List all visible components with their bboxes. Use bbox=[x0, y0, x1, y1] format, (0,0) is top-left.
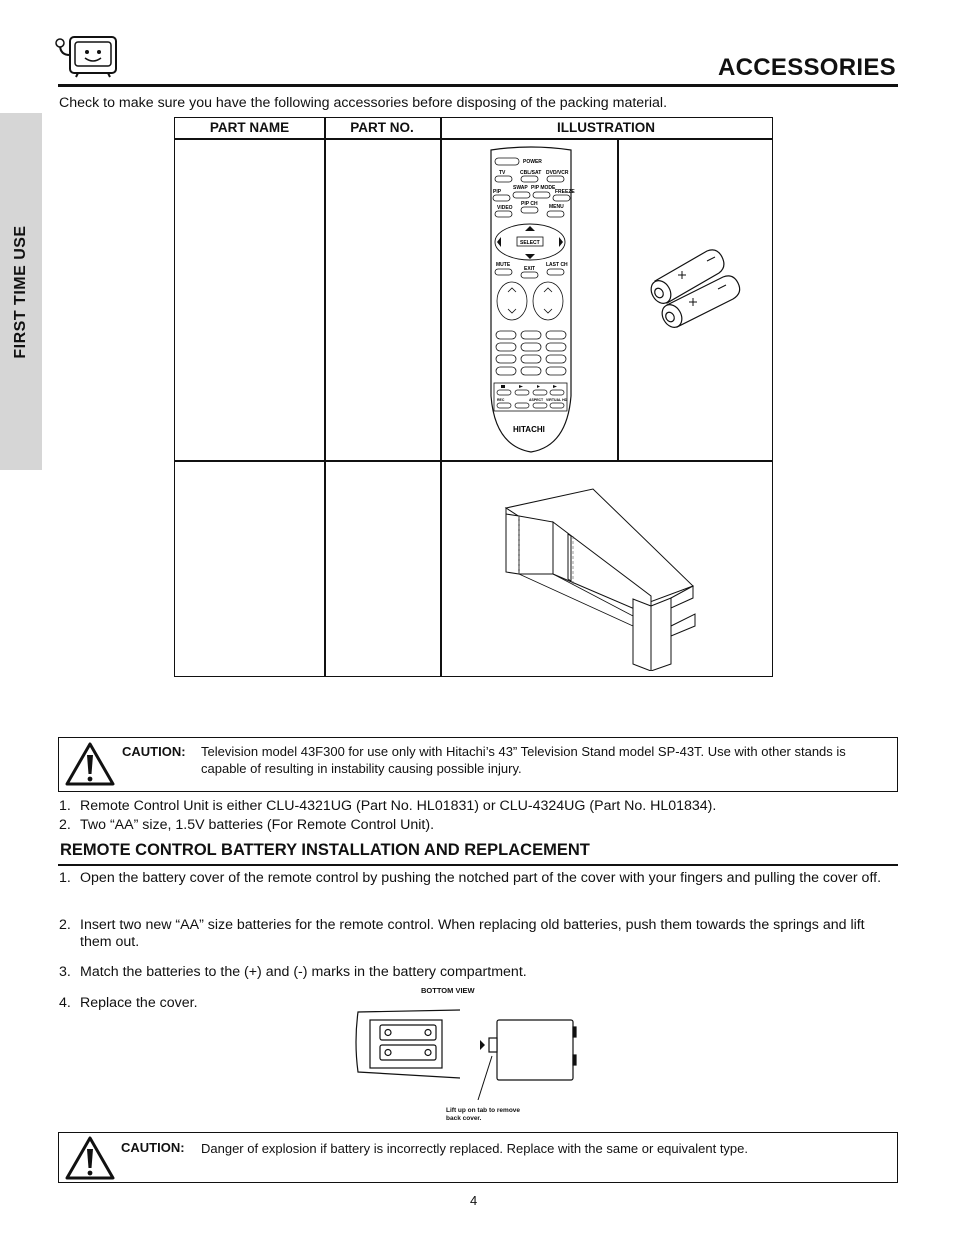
table-col-divider bbox=[324, 118, 326, 676]
battery-compartment-diagram bbox=[350, 1000, 582, 1100]
remote-label: PIP MODE bbox=[531, 185, 556, 191]
batteries-illustration bbox=[645, 243, 750, 328]
side-tab-label: FIRST TIME USE bbox=[12, 224, 29, 359]
remote-label: TV bbox=[499, 170, 506, 176]
remote-label: PIP CH bbox=[521, 201, 538, 207]
remote-label: FREEZE bbox=[555, 189, 575, 195]
remote-label: MUTE bbox=[496, 262, 511, 268]
remote-label: POWER bbox=[523, 159, 542, 165]
table-illus-divider bbox=[617, 138, 619, 460]
remote-label: ASPECT bbox=[529, 398, 544, 402]
note-item: 1. bbox=[59, 798, 71, 814]
intro-text: Check to make sure you have the following accessories before disposing of the packing material. bbox=[59, 95, 668, 111]
warning-triangle-icon bbox=[65, 742, 115, 786]
step-text: Open the battery cover of the remote control by pushing the notched part of the cover with your fingers and pulling the cover off. bbox=[80, 870, 882, 886]
section-rule bbox=[58, 864, 898, 866]
header-rule bbox=[58, 84, 898, 87]
caution-label: CAUTION: bbox=[122, 744, 186, 759]
tv-mascot-logo bbox=[54, 33, 120, 78]
remote-control-illustration bbox=[483, 146, 579, 456]
remote-label: VIDEO bbox=[497, 205, 513, 211]
page-title: ACCESSORIES bbox=[717, 54, 896, 81]
remote-label: EXIT bbox=[524, 266, 536, 272]
table-row-divider bbox=[175, 460, 772, 462]
table-col-divider bbox=[440, 118, 442, 676]
remote-label: REC bbox=[497, 398, 505, 402]
remote-label: SWAP bbox=[513, 185, 528, 191]
accessories-table bbox=[174, 117, 773, 677]
caution-text: Danger of explosion if battery is incorrectly replaced. Replace with the same or equivalent type. bbox=[201, 1141, 749, 1156]
warning-triangle-icon bbox=[65, 1136, 115, 1180]
step-text: Replace the cover. bbox=[80, 995, 198, 1011]
remote-label: VIRTUAL HD bbox=[546, 398, 568, 402]
col-header-part-no: PART NO. bbox=[350, 120, 414, 135]
remote-label: MENU bbox=[549, 204, 564, 210]
note-text: Remote Control Unit is either CLU-4321UG (Part No. HL01831) or CLU-4324UG (Part No. HL01834). bbox=[80, 798, 717, 814]
col-header-part-name: PART NAME bbox=[209, 120, 290, 135]
caution-box-battery bbox=[58, 1132, 898, 1183]
caution-box-stand bbox=[58, 737, 898, 792]
col-header-illustration: ILLUSTRATION bbox=[557, 120, 655, 135]
remote-brand: HITACHI bbox=[513, 425, 545, 434]
remote-label: LAST CH bbox=[546, 262, 568, 268]
diagram-title: BOTTOM VIEW bbox=[421, 986, 475, 995]
tv-stand-illustration bbox=[503, 486, 703, 671]
page-number: 4 bbox=[470, 1193, 478, 1208]
caution-label: CAUTION: bbox=[121, 1140, 185, 1155]
table-header-rule bbox=[175, 138, 772, 140]
remote-label: CBL/SAT bbox=[520, 170, 542, 176]
side-tab bbox=[0, 113, 42, 470]
note-item: 2. bbox=[59, 817, 71, 833]
caution-text: Television model 43F300 for use only with Hitachi’s 43” Television Stand model SP-43T. Use with other stands is capable of resulting in instability causing possible injury. bbox=[201, 744, 846, 776]
step-number: 1. bbox=[59, 870, 71, 886]
step-number: 3. bbox=[59, 964, 71, 980]
note-text: Two “AA” size, 1.5V batteries (For Remote Control Unit). bbox=[80, 817, 435, 833]
remote-label: PIP bbox=[493, 189, 502, 195]
remote-label: DVD/VCR bbox=[546, 170, 569, 176]
step-number: 4. bbox=[59, 995, 71, 1011]
diagram-callout: Lift up on tab to remove back cover. bbox=[446, 1107, 521, 1122]
remote-label: SELECT bbox=[520, 240, 540, 246]
section-heading: REMOTE CONTROL BATTERY INSTALLATION AND REPLACEMENT bbox=[60, 841, 590, 859]
step-text: Match the batteries to the (+) and (-) marks in the battery compartment. bbox=[80, 964, 527, 980]
step-number: 2. bbox=[59, 917, 71, 933]
step-text: Insert two new “AA” size batteries for the remote control. When replacing old batteries, push them towards the springs and lift them out. bbox=[80, 917, 865, 950]
